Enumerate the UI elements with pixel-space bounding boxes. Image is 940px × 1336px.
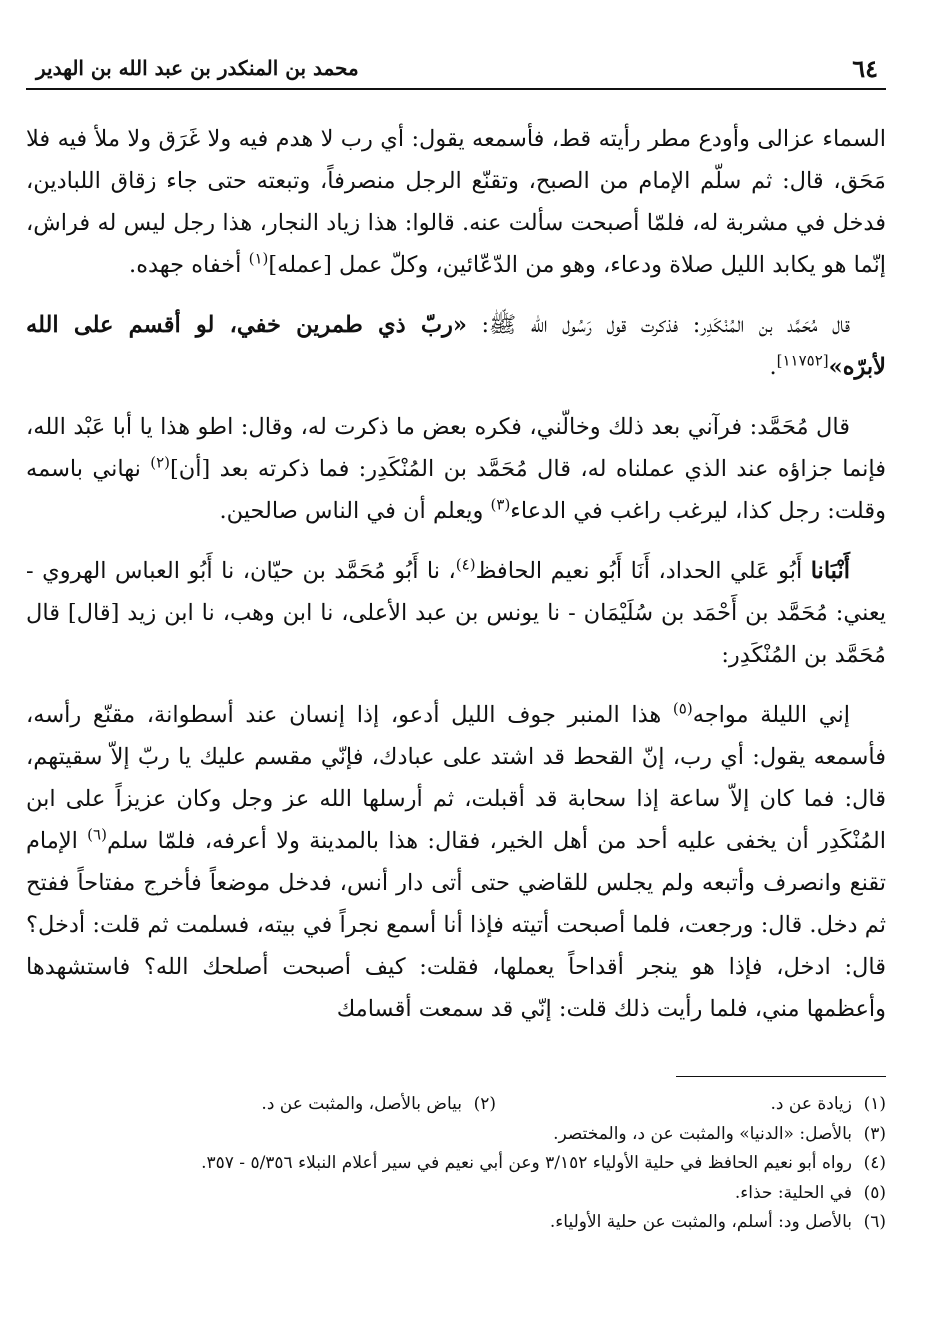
paragraph-text: أخفاه جهده. (129, 252, 249, 278)
footnote-number: (٥) (863, 1182, 886, 1203)
paragraph-text: هذا المنبر جوف الليل أدعو، إذا إنسان عند أسطوانة، مقنّع رأسه، فأسمعه يقول: أي رب، إنّ القحط قد اشتد على عبادك، فإنّي مقسم عليك يا ربّ إلاّ سقيتهم، قال: فما كان إلاّ ساعة إذا سحابة قد أقبلت، ثم أرسلها الله عز وجل وكان عزيزاً على ابن المُنْكَدِر أن يخفى عليه أحد من أهل الخير، فقال: هذا بالمدينة ولا أعرفه، فلمّا سلم (26, 702, 886, 854)
hadith-quote: «ربّ ذي طمرين خفي، لو أقسم على الله لأبرّه» (26, 312, 886, 380)
paragraph-text: قال مُحَمَّد بن المُنْكَدِر: فذكرت قول رَسُول الله ﷺ: (466, 312, 850, 338)
paragraph-text: أَبُو عَلي الحداد، أَنَا أَبُو نعيم الحافظ (475, 558, 811, 584)
book-page (26, 0, 886, 1336)
footnote-4 (26, 1149, 886, 1179)
footnote-number: (٣) (863, 1123, 886, 1144)
hadith-reference: [١١٧٥٢] (776, 351, 829, 370)
paragraph-5 (26, 694, 886, 1030)
footnote-3 (26, 1120, 886, 1150)
footnote-marker: (٦) (87, 825, 107, 844)
footnote-text: رواه أبو نعيم الحافظ في حلية الأولياء ٣/١٥٢ وعن أبي نعيم في سير أعلام النبلاء ٥/٣٥٦ - ٣٥٧. (201, 1153, 852, 1173)
running-title: محمد بن المنكدر بن عبد الله بن الهدير (36, 56, 359, 80)
footnote-text: بالأصل ود: أسلم، والمثبت عن حلية الأولياء. (549, 1212, 852, 1232)
footnote-marker: (٢) (150, 453, 170, 472)
paragraph-text: إني الليلة مواجه (692, 702, 851, 728)
main-text (26, 118, 886, 1048)
paragraph-2 (26, 304, 886, 388)
footnote-text: في الحلية: حذاء. (734, 1182, 852, 1203)
footnote-number: (٤) (863, 1153, 886, 1173)
footnote-separator (676, 1076, 886, 1077)
footnote-marker: (٣) (490, 495, 511, 514)
footnote-5 (26, 1179, 886, 1209)
footnote-1 (496, 1090, 886, 1120)
paragraph-text: ، نا أَبُو مُحَمَّد بن حيّان، نا أَبُو العباس الهروي - يعني: مُحَمَّد بن أَحْمَد بن سُلَيْمَان - نا يونس بن عبد الأعلى، نا ابن وهب، نا ابن زيد [قال] قال مُحَمَّد بن المُنْكَدِر: (26, 558, 886, 668)
footnotes (26, 1090, 886, 1238)
isnad-lead-word: أَنْبَانا (810, 558, 850, 584)
footnote-number: (١) (863, 1094, 886, 1114)
paragraph-text: الإمام تقنع وانصرف وأتبعه ولم يجلس للقاضي حتى أتى دار أنس، فدخل موضعاً فأخرج مفتاحاً ففتح ثم دخل. قال: ورجعت، فلما أصبحت أتيته فإذا أنا أسمع نجراً في بيته، فسلمت ثم قلت: أدخل؟ قال: ادخل، فإذا هو ينجر أقداحاً يعملها، فقلت: كيف أصبحت أصلحك الله؟ فاستشهدها وأعظمها مني، فلما رأيت ذلك قلت: إنّي قد سمعت أقسامك (26, 828, 886, 1022)
footnote-2 (261, 1090, 496, 1120)
footnote-text: بياض بالأصل، والمثبت عن د. (261, 1094, 462, 1114)
footnote-marker: (٤) (455, 555, 476, 574)
paragraph-text: السماء عزالى وأودع مطر رأيته قط، فأسمعه يقول: أي رب لا هدم فيه ولا غَرَق ولا ملأ فيه فلا مَحَق، قال: ثم سلّم الإمام من الصبح، وتقنّع الرجل منصرفاً، وتبعته حتى جاء زقاق اللبادين، فدخل في مشربة له، فلمّا أصبحت سألت عنه. قالوا: هذا زياد النجار، هذا رجل ليس له فراش، إنّما هو يكابد الليل صلاة ودعاء، وهو من الدّعّائين، وكلّ عمل [عمله] (26, 126, 886, 278)
footnote-text: زيادة عن د. (770, 1094, 852, 1114)
page-header (26, 52, 886, 90)
paragraph-text: قال مُحَمَّد: فرآني بعد ذلك وخالّني، فكره بعض ما ذكرت له، وقال: اطو هذا يا أبا عَبْد الله، فإنما جزاؤه عند الذي عملناه له، قال مُحَمَّد بن المُنْكَدِر: فما ذكرته بعد [أن] (26, 414, 886, 482)
footnote-6 (26, 1208, 886, 1238)
page-number: ٦٤ (852, 54, 878, 83)
paragraph-text: . (769, 354, 777, 380)
paragraph-text: ويعلم أن في الناس صالحين. (219, 498, 491, 524)
footnote-number: (٢) (473, 1094, 496, 1114)
footnote-text: بالأصل: «الدنيا» والمثبت عن د، والمختصر. (553, 1123, 852, 1144)
footnote-number: (٦) (863, 1212, 886, 1232)
paragraph-1 (26, 118, 886, 286)
footnote-row (26, 1090, 886, 1120)
paragraph-3 (26, 406, 886, 532)
paragraph-text: نهاني باسمه وقلت: رجل كذا، ليرغب راغب في الدعاء (26, 456, 886, 524)
footnote-marker: (٥) (672, 699, 693, 718)
paragraph-4 (26, 550, 886, 676)
footnote-marker: (١) (248, 249, 269, 268)
